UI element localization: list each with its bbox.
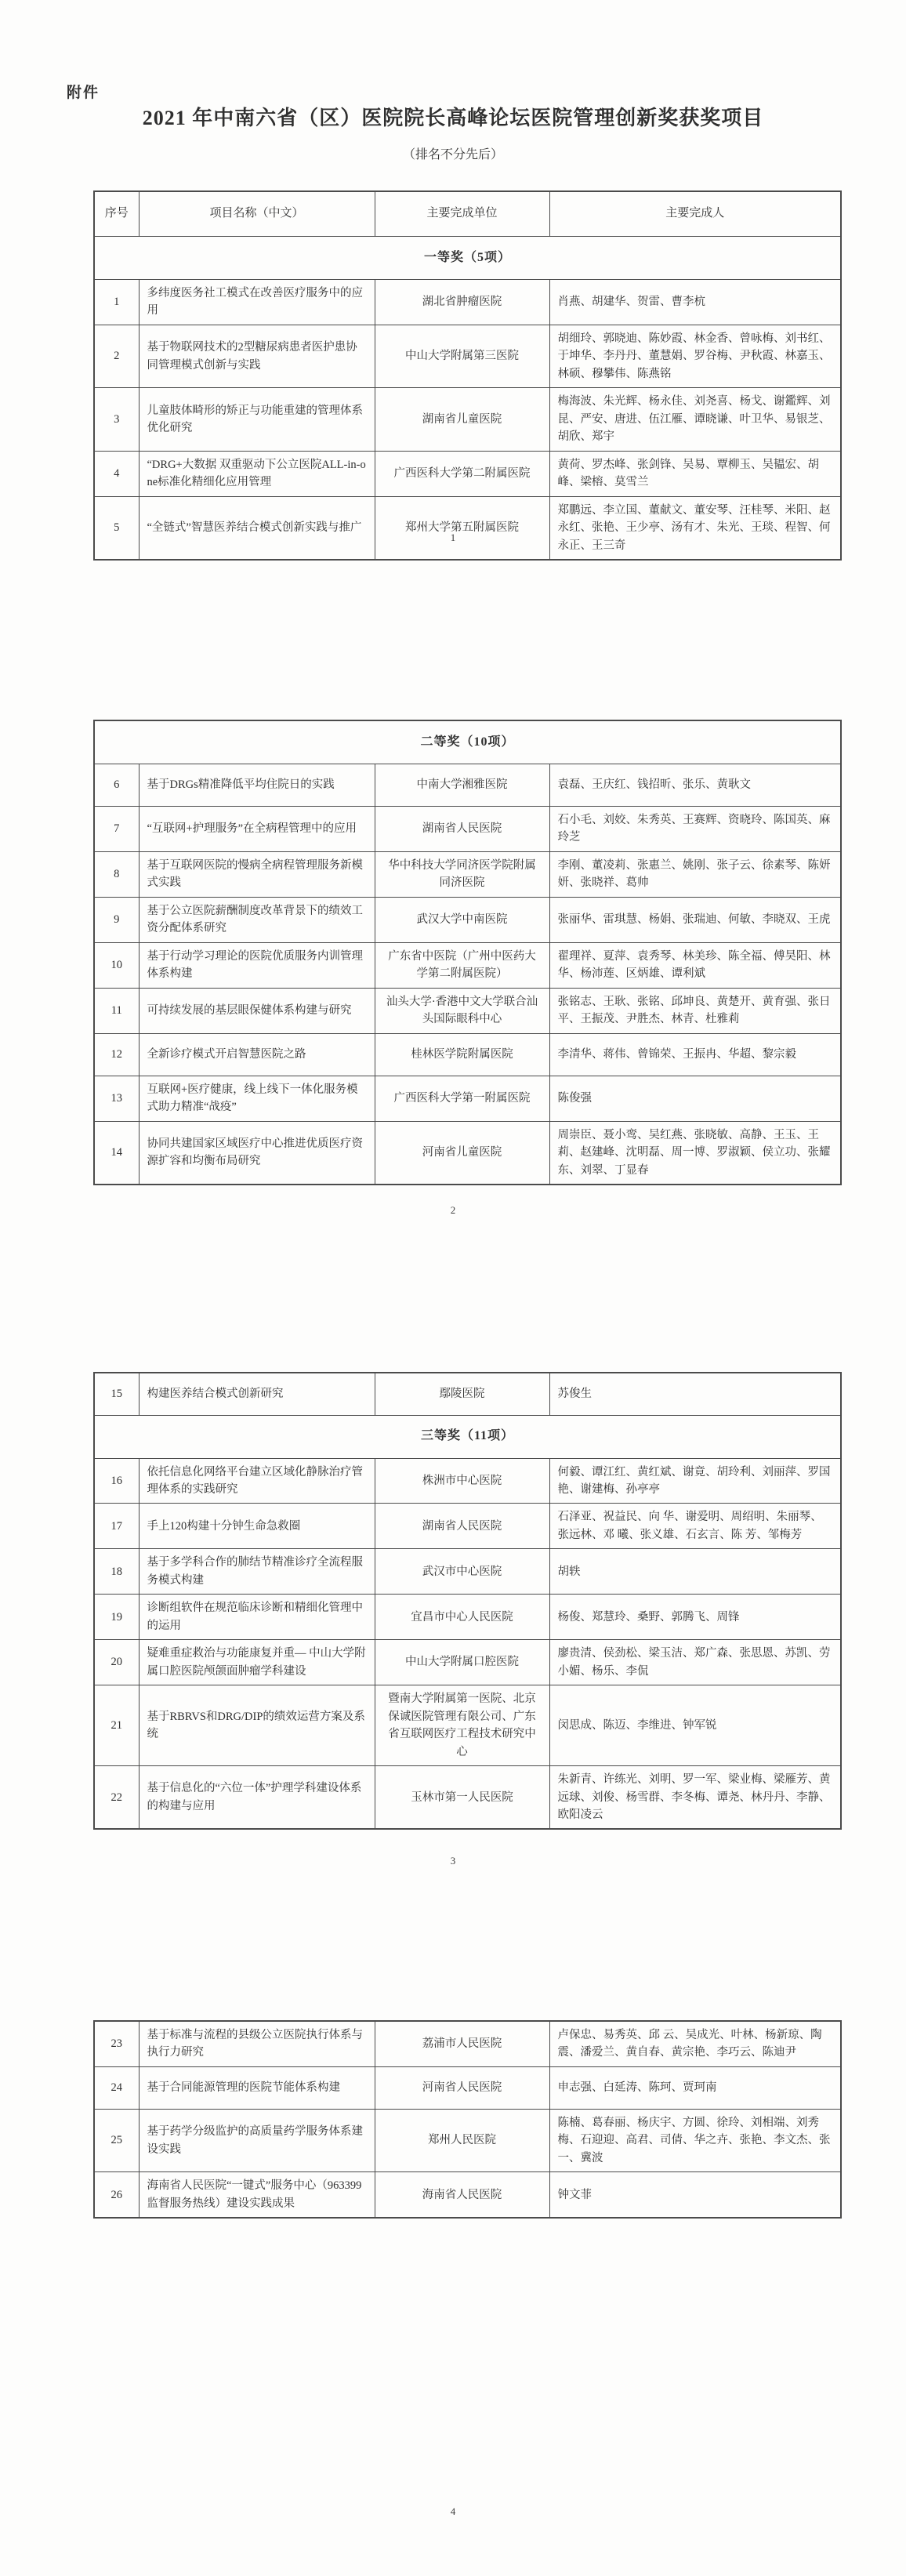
cell-unit: 广西医科大学第二附属医院 (375, 451, 549, 496)
cell-project: 基于RBRVS和DRG/DIP的绩效运营方案及系统 (139, 1685, 375, 1766)
page-number: 2 (450, 1204, 456, 1216)
table-row (94, 1033, 841, 1076)
cell-unit: 武汉大学中南医院 (375, 897, 549, 942)
cell-unit: 河南省人民医院 (375, 2066, 549, 2109)
cell-no: 4 (94, 451, 139, 496)
column-header: 主要完成单位 (375, 191, 549, 237)
table-row (94, 280, 841, 325)
cell-people: 梅海波、朱光辉、杨永佳、刘尧喜、杨戈、谢鑑辉、刘昆、严安、唐进、伍江雁、谭晓谦、叶卫华、易银芝、胡欣、郑宇 (549, 388, 841, 451)
table-header-row (94, 191, 841, 237)
cell-no: 20 (94, 1640, 139, 1685)
table-row (94, 897, 841, 942)
cell-people: 李清华、蒋伟、曾锦荣、王振冉、华超、黎宗毅 (549, 1033, 841, 1076)
table-row (94, 942, 841, 988)
cell-people: 陈俊强 (549, 1076, 841, 1121)
cell-project: 手上120构建十分钟生命急救圈 (139, 1504, 375, 1549)
cell-no: 8 (94, 851, 139, 897)
table-row (94, 807, 841, 852)
cell-project: 基于标准与流程的县级公立医院执行体系与执行力研究 (139, 2021, 375, 2066)
cell-people: 郑鹏远、李立国、董献文、董安琴、汪桂琴、米阳、赵永红、张艳、王少亭、汤有才、朱光、王琰、程智、何永正、王三奇 (549, 496, 841, 560)
page-1 (93, 190, 840, 561)
page-number: 4 (450, 2505, 456, 2517)
cell-unit: 中山大学附属口腔医院 (375, 1640, 549, 1685)
award-table (93, 190, 842, 561)
cell-no: 14 (94, 1121, 139, 1185)
table-row (94, 1121, 841, 1185)
cell-project: “互联网+护理服务”在全病程管理中的应用 (139, 807, 375, 852)
cell-unit: 河南省儿童医院 (375, 1121, 549, 1185)
cell-no: 11 (94, 988, 139, 1033)
table-row (94, 2109, 841, 2171)
cell-unit: 玉林市第一人民医院 (375, 1766, 549, 1830)
cell-no: 10 (94, 942, 139, 988)
cell-no: 1 (94, 280, 139, 325)
cell-unit: 湖南省人民医院 (375, 1504, 549, 1549)
table-row (94, 1458, 841, 1504)
table-row (94, 388, 841, 451)
award-section-row (94, 1415, 841, 1458)
cell-no: 19 (94, 1595, 139, 1640)
cell-people: 翟理祥、夏萍、袁秀琴、林美珍、陈全福、傅昊阳、林华、杨沛莲、区炳雄、谭利斌 (549, 942, 841, 988)
cell-no: 6 (94, 764, 139, 807)
page-number: 3 (450, 1855, 456, 1867)
cell-people: 袁磊、王庆红、钱招昕、张乐、黄耿文 (549, 764, 841, 807)
cell-people: 胡细玲、郭晓迪、陈妙霞、林金香、曾咏梅、刘书红、于坤华、李丹丹、董慧娟、罗谷梅、尹秋霞、林嘉玉、林硕、穆攀伟、陈燕铭 (549, 325, 841, 387)
cell-unit: 中南大学湘雅医院 (375, 764, 549, 807)
cell-unit: 汕头大学·香港中文大学联合汕头国际眼科中心 (375, 988, 549, 1033)
cell-people: 胡轶 (549, 1549, 841, 1595)
cell-unit: 湖南省儿童医院 (375, 388, 549, 451)
cell-people: 张丽华、雷琪慧、杨娟、张瑞迪、何敏、李晓双、王虎 (549, 897, 841, 942)
cell-unit: 海南省人民医院 (375, 2172, 549, 2218)
table-row (94, 1504, 841, 1549)
cell-project: 基于合同能源管理的医院节能体系构建 (139, 2066, 375, 2109)
award-section-row (94, 237, 841, 280)
column-header: 序号 (94, 191, 139, 237)
table-row (94, 1640, 841, 1685)
table-row (94, 764, 841, 807)
cell-no: 18 (94, 1549, 139, 1595)
cell-people: 钟文菲 (549, 2172, 841, 2218)
cell-project: 可持续发展的基层眼保健体系构建与研究 (139, 988, 375, 1033)
attachment-label: 附件 (67, 85, 100, 101)
document-title: 2021 年中南六省（区）医院院长高峰论坛医院管理创新奖获奖项目 (142, 107, 764, 129)
cell-people: 卢保忠、易秀英、邱 云、吴成光、叶林、杨新琼、陶震、潘爱兰、黄自春、黄宗艳、李巧云、陈迪尹 (549, 2021, 841, 2066)
table-row (94, 1766, 841, 1830)
cell-unit: 郑州大学第五附属医院 (375, 496, 549, 560)
cell-no: 13 (94, 1076, 139, 1121)
cell-people: 廖贵清、侯劲松、梁玉洁、郑广森、张思恩、苏凯、劳小媚、杨乐、李侃 (549, 1640, 841, 1685)
cell-people: 石小毛、刘姣、朱秀英、王赛辉、资晓玲、陈国英、麻玲芝 (549, 807, 841, 852)
cell-unit: 鄢陵医院 (375, 1373, 549, 1415)
cell-unit: 华中科技大学同济医学院附属同济医院 (375, 851, 549, 897)
cell-project: 多纬度医务社工模式在改善医疗服务中的应用 (139, 280, 375, 325)
cell-people: 张铭志、王耿、张铭、邱坤良、黄楚开、黄育强、张日平、王振茂、尹胜杰、林青、杜雅莉 (549, 988, 841, 1033)
cell-people: 朱新青、许练光、刘明、罗一军、梁业梅、梁雁芳、黄远球、刘俊、杨雪群、李冬梅、谭尧、林丹丹、李静、欧阳凌云 (549, 1766, 841, 1830)
page-4 (93, 2020, 840, 2219)
cell-no: 9 (94, 897, 139, 942)
cell-people: 石泽亚、祝益民、向 华、谢爱明、周绍明、朱丽琴、张远林、邓 曦、张义雄、石玄言、陈 芳、邹梅芳 (549, 1504, 841, 1549)
cell-no: 3 (94, 388, 139, 451)
table-row (94, 1373, 841, 1415)
cell-unit: 株洲市中心医院 (375, 1458, 549, 1504)
cell-unit: 郑州人民医院 (375, 2109, 549, 2171)
cell-project: 协同共建国家区域医疗中心推进优质医疗资源扩容和均衡布局研究 (139, 1121, 375, 1185)
page-number: 1 (450, 532, 456, 543)
cell-project: 互联网+医疗健康，线上线下一体化服务模式助力精准“战疫” (139, 1076, 375, 1121)
table-row (94, 496, 841, 560)
cell-project: 基于互联网医院的慢病全病程管理服务新模式实践 (139, 851, 375, 897)
cell-project: 儿童肢体畸形的矫正与功能重建的管理体系优化研究 (139, 388, 375, 451)
cell-project: 基于行动学习理论的医院优质服务内训管理体系构建 (139, 942, 375, 988)
cell-people: 闵思成、陈迈、李维进、钟军锐 (549, 1685, 841, 1766)
cell-no: 2 (94, 325, 139, 387)
cell-project: 依托信息化网络平台建立区域化静脉治疗管理体系的实践研究 (139, 1458, 375, 1504)
table-row (94, 1076, 841, 1121)
column-header: 项目名称（中文） (139, 191, 375, 237)
table-row (94, 1685, 841, 1766)
cell-people: 申志强、白延涛、陈珂、贾珂南 (549, 2066, 841, 2109)
cell-project: 基于药学分级监护的高质量药学服务体系建设实践 (139, 2109, 375, 2171)
cell-unit: 武汉市中心医院 (375, 1549, 549, 1595)
table-row (94, 851, 841, 897)
table-row (94, 451, 841, 496)
cell-unit: 荔浦市人民医院 (375, 2021, 549, 2066)
cell-no: 16 (94, 1458, 139, 1504)
cell-people: 何毅、谭江红、黄红斌、谢竟、胡玲利、刘丽萍、罗国艳、谢建梅、孙亭亭 (549, 1458, 841, 1504)
cell-project: “全链式”智慧医养结合模式创新实践与推广 (139, 496, 375, 560)
document-subtitle: （排名不分先后） (402, 148, 503, 161)
cell-unit: 宜昌市中心人民医院 (375, 1595, 549, 1640)
column-header: 主要完成人 (549, 191, 841, 237)
cell-no: 26 (94, 2172, 139, 2218)
cell-no: 15 (94, 1373, 139, 1415)
cell-no: 7 (94, 807, 139, 852)
table-row (94, 325, 841, 387)
cell-unit: 暨南大学附属第一医院、北京保诚医院管理有限公司、广东省互联网医疗工程技术研究中心 (375, 1685, 549, 1766)
cell-no: 21 (94, 1685, 139, 1766)
page-3 (93, 1372, 840, 1830)
cell-unit: 桂林医学院附属医院 (375, 1033, 549, 1076)
cell-people: 肖燕、胡建华、贺雷、曹李杭 (549, 280, 841, 325)
cell-unit: 湖北省肿瘤医院 (375, 280, 549, 325)
cell-no: 17 (94, 1504, 139, 1549)
cell-people: 苏俊生 (549, 1373, 841, 1415)
cell-unit: 中山大学附属第三医院 (375, 325, 549, 387)
cell-project: 全新诊疗模式开启智慧医院之路 (139, 1033, 375, 1076)
cell-people: 李刚、董凌莉、张惠兰、姚刚、张子云、徐素琴、陈妍妍、张晓祥、葛帅 (549, 851, 841, 897)
cell-no: 5 (94, 496, 139, 560)
cell-project: 疑难重症救治与功能康复并重— 中山大学附属口腔医院颅颌面肿瘤学科建设 (139, 1640, 375, 1685)
award-table (93, 2020, 842, 2219)
cell-project: “DRG+大数据 双重驱动下公立医院ALL-in-one标准化精细化应用管理 (139, 451, 375, 496)
cell-people: 杨俊、郑慧玲、桑野、郭腾飞、周锋 (549, 1595, 841, 1640)
award-section-label: 二等奖（10项） (94, 720, 841, 764)
award-table (93, 1372, 842, 1830)
cell-project: 海南省人民医院“一键式”服务中心（963399监督服务热线）建设实践成果 (139, 2172, 375, 2218)
cell-no: 22 (94, 1766, 139, 1830)
table-row (94, 1595, 841, 1640)
table-row (94, 1549, 841, 1595)
cell-project: 基于物联网技术的2型糖尿病患者医护患协同管理模式创新与实践 (139, 325, 375, 387)
cell-people: 黄荷、罗杰峰、张剑锋、吴易、覃柳玉、吴韫宏、胡峰、梁榕、莫雪兰 (549, 451, 841, 496)
cell-no: 12 (94, 1033, 139, 1076)
award-section-row (94, 720, 841, 764)
award-section-label: 一等奖（5项） (94, 237, 841, 280)
cell-unit: 广东省中医院（广州中医药大学第二附属医院） (375, 942, 549, 988)
cell-project: 诊断组软件在规范临床诊断和精细化管理中的运用 (139, 1595, 375, 1640)
award-table (93, 720, 842, 1185)
cell-unit: 广西医科大学第一附属医院 (375, 1076, 549, 1121)
cell-unit: 湖南省人民医院 (375, 807, 549, 852)
table-row (94, 2172, 841, 2218)
table-row (94, 988, 841, 1033)
cell-no: 23 (94, 2021, 139, 2066)
cell-project: 基于DRGs精准降低平均住院日的实践 (139, 764, 375, 807)
cell-no: 25 (94, 2109, 139, 2171)
award-section-label: 三等奖（11项） (94, 1415, 841, 1458)
table-row (94, 2066, 841, 2109)
cell-project: 构建医养结合模式创新研究 (139, 1373, 375, 1415)
cell-project: 基于公立医院薪酬制度改革背景下的绩效工资分配体系研究 (139, 897, 375, 942)
cell-no: 24 (94, 2066, 139, 2109)
cell-people: 陈楠、葛春丽、杨庆宇、方圆、徐玲、刘相端、刘秀梅、石迎迎、高君、司倩、华之卉、张艳、李文杰、张一、冀波 (549, 2109, 841, 2171)
cell-people: 周崇臣、聂小鸾、吴红燕、张晓敏、高静、王玉、王莉、赵建峰、沈明磊、周一博、罗淑颖、侯立功、张耀东、刘翠、丁显春 (549, 1121, 841, 1185)
cell-project: 基于多学科合作的肺结节精准诊疗全流程服务模式构建 (139, 1549, 375, 1595)
cell-project: 基于信息化的“六位一体”护理学科建设体系的构建与应用 (139, 1766, 375, 1830)
table-row (94, 2021, 841, 2066)
page-2 (93, 720, 840, 1185)
